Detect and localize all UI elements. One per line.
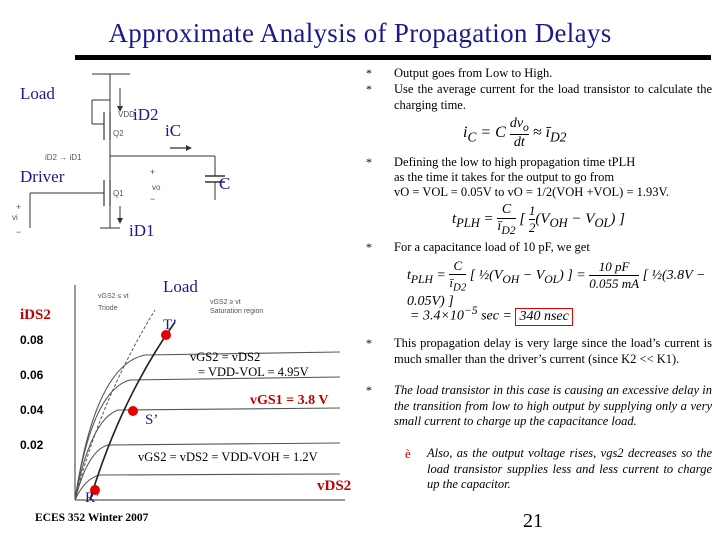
ic-equation: $i_C = C$ $dv_o$ dt ≈ $ī_{D2}$ xyxy=(463,116,567,150)
q1-text: Q1 xyxy=(113,189,124,198)
vo-text: vo xyxy=(152,183,161,192)
id1-label: iD1 xyxy=(129,221,155,240)
vgs-line1: vGS2 = vDS2 xyxy=(190,350,261,364)
driver-label: Driver xyxy=(20,167,65,186)
result-value: 340 xyxy=(519,308,541,324)
svg-text:+: + xyxy=(16,202,22,212)
svg-text:vGS2 ≤ vt: vGS2 ≤ vt xyxy=(98,293,129,300)
svg-text:+: + xyxy=(150,167,156,177)
note-3c: vO = VOL = 0.05V to vO = 1/2(VOH +VOL) = 1.93V. xyxy=(394,185,670,199)
footer: ECES 352 Winter 2007 xyxy=(35,512,149,524)
vgs1-label: vGS1 = 3.8 V xyxy=(250,393,329,408)
svg-text:Triode: Triode xyxy=(98,305,118,312)
bullet-4: * xyxy=(366,240,372,254)
ic-label xyxy=(165,121,181,141)
xlabel-vds2: vDS2 xyxy=(317,478,352,494)
svg-text:Saturation region: Saturation region xyxy=(210,308,264,315)
vgs2-label: vGS2 = vDS2 = VDD-VOH = 1.2V xyxy=(138,450,318,464)
note-4: For a capacitance load of 10 pF, we get xyxy=(394,240,590,254)
c-label: C xyxy=(219,174,231,193)
note-5: This propagation delay is very large since the load’s current is much smaller than the driver’s current (since K2 << K1). xyxy=(394,336,712,366)
page-number: 21 xyxy=(523,510,543,532)
id2-text: iD2 xyxy=(133,105,159,124)
circuit-schematic xyxy=(0,60,240,240)
point-s-label: S’ xyxy=(145,412,159,428)
note-6: The load transistor in this case is causing an excessive delay in the transition from low to high output by supplying only a very small current to charge up the capacitance load. xyxy=(394,383,712,428)
bullet-1: * xyxy=(366,66,372,80)
ytick-006: 0.06 xyxy=(20,368,44,382)
ytick-008: 0.08 xyxy=(20,333,44,347)
vi-text: vi xyxy=(12,213,18,222)
note-3a: Defining the low to high propagation time tPLH xyxy=(394,155,636,169)
point-s xyxy=(128,406,138,416)
svg-text:−: − xyxy=(16,227,22,237)
ytick-002: 0.02 xyxy=(20,438,44,452)
bullet-6: * xyxy=(366,383,372,397)
note-7: Also, as the output voltage rises, vgs2 decreases so the load transistor supplies less and less current to charge up the capacitor. xyxy=(427,446,712,491)
result-equation: = $3.4\times 10^{-5}$ sec = 340 nsec xyxy=(410,304,573,326)
note-2: Use the average current for the load transistor to calculate the charging time. xyxy=(394,82,712,112)
point-r-label: R’ xyxy=(85,490,100,506)
svg-text:iD2 → iD1: iD2 → iD1 xyxy=(45,153,82,162)
q2-text: Q2 xyxy=(113,129,124,138)
bullet-5: * xyxy=(366,336,372,350)
note-1: Output goes from Low to High. xyxy=(394,66,553,80)
bullet-3: * xyxy=(366,155,372,169)
tplh-equation: $t_{PLH}$ = $\frac{C}{ī_{D2}}$ [ $\frac{1}{2}$ $(V_{OH} - V_{OL})$ ] xyxy=(452,202,626,237)
bullet-2: * xyxy=(366,82,372,96)
ic-text: iC xyxy=(165,121,182,140)
point-t-label: T’ xyxy=(163,317,178,333)
svg-text:vGS2 ≥ vt: vGS2 ≥ vt xyxy=(210,299,241,306)
graph-load-label: Load xyxy=(163,277,198,296)
vgs-line2: = VDD-VOL = 4.95V xyxy=(198,365,309,379)
load-label: Load xyxy=(20,84,55,103)
note-3b: as the time it takes for the output to go from xyxy=(394,170,615,184)
id2-label xyxy=(133,105,159,125)
numeric-equation: $t_{PLH}$ = $\frac{C}{ī_{D2}}$ [ $\frac{1}{2}(V_{OH} - V_{OL})$ ] = $\frac{10 pF}{0.055 mA}$ [ ½(3.8V − 0.05V) ] xyxy=(407,258,706,309)
page-title: Approximate Analysis of Propagation Delays xyxy=(108,18,612,48)
svg-text:−: − xyxy=(150,194,156,204)
vdd-text: VDD xyxy=(118,110,135,119)
graph-ylabel: iDS2 xyxy=(20,307,51,323)
ytick-004: 0.04 xyxy=(20,403,44,417)
arrow-icon: è xyxy=(405,446,411,461)
